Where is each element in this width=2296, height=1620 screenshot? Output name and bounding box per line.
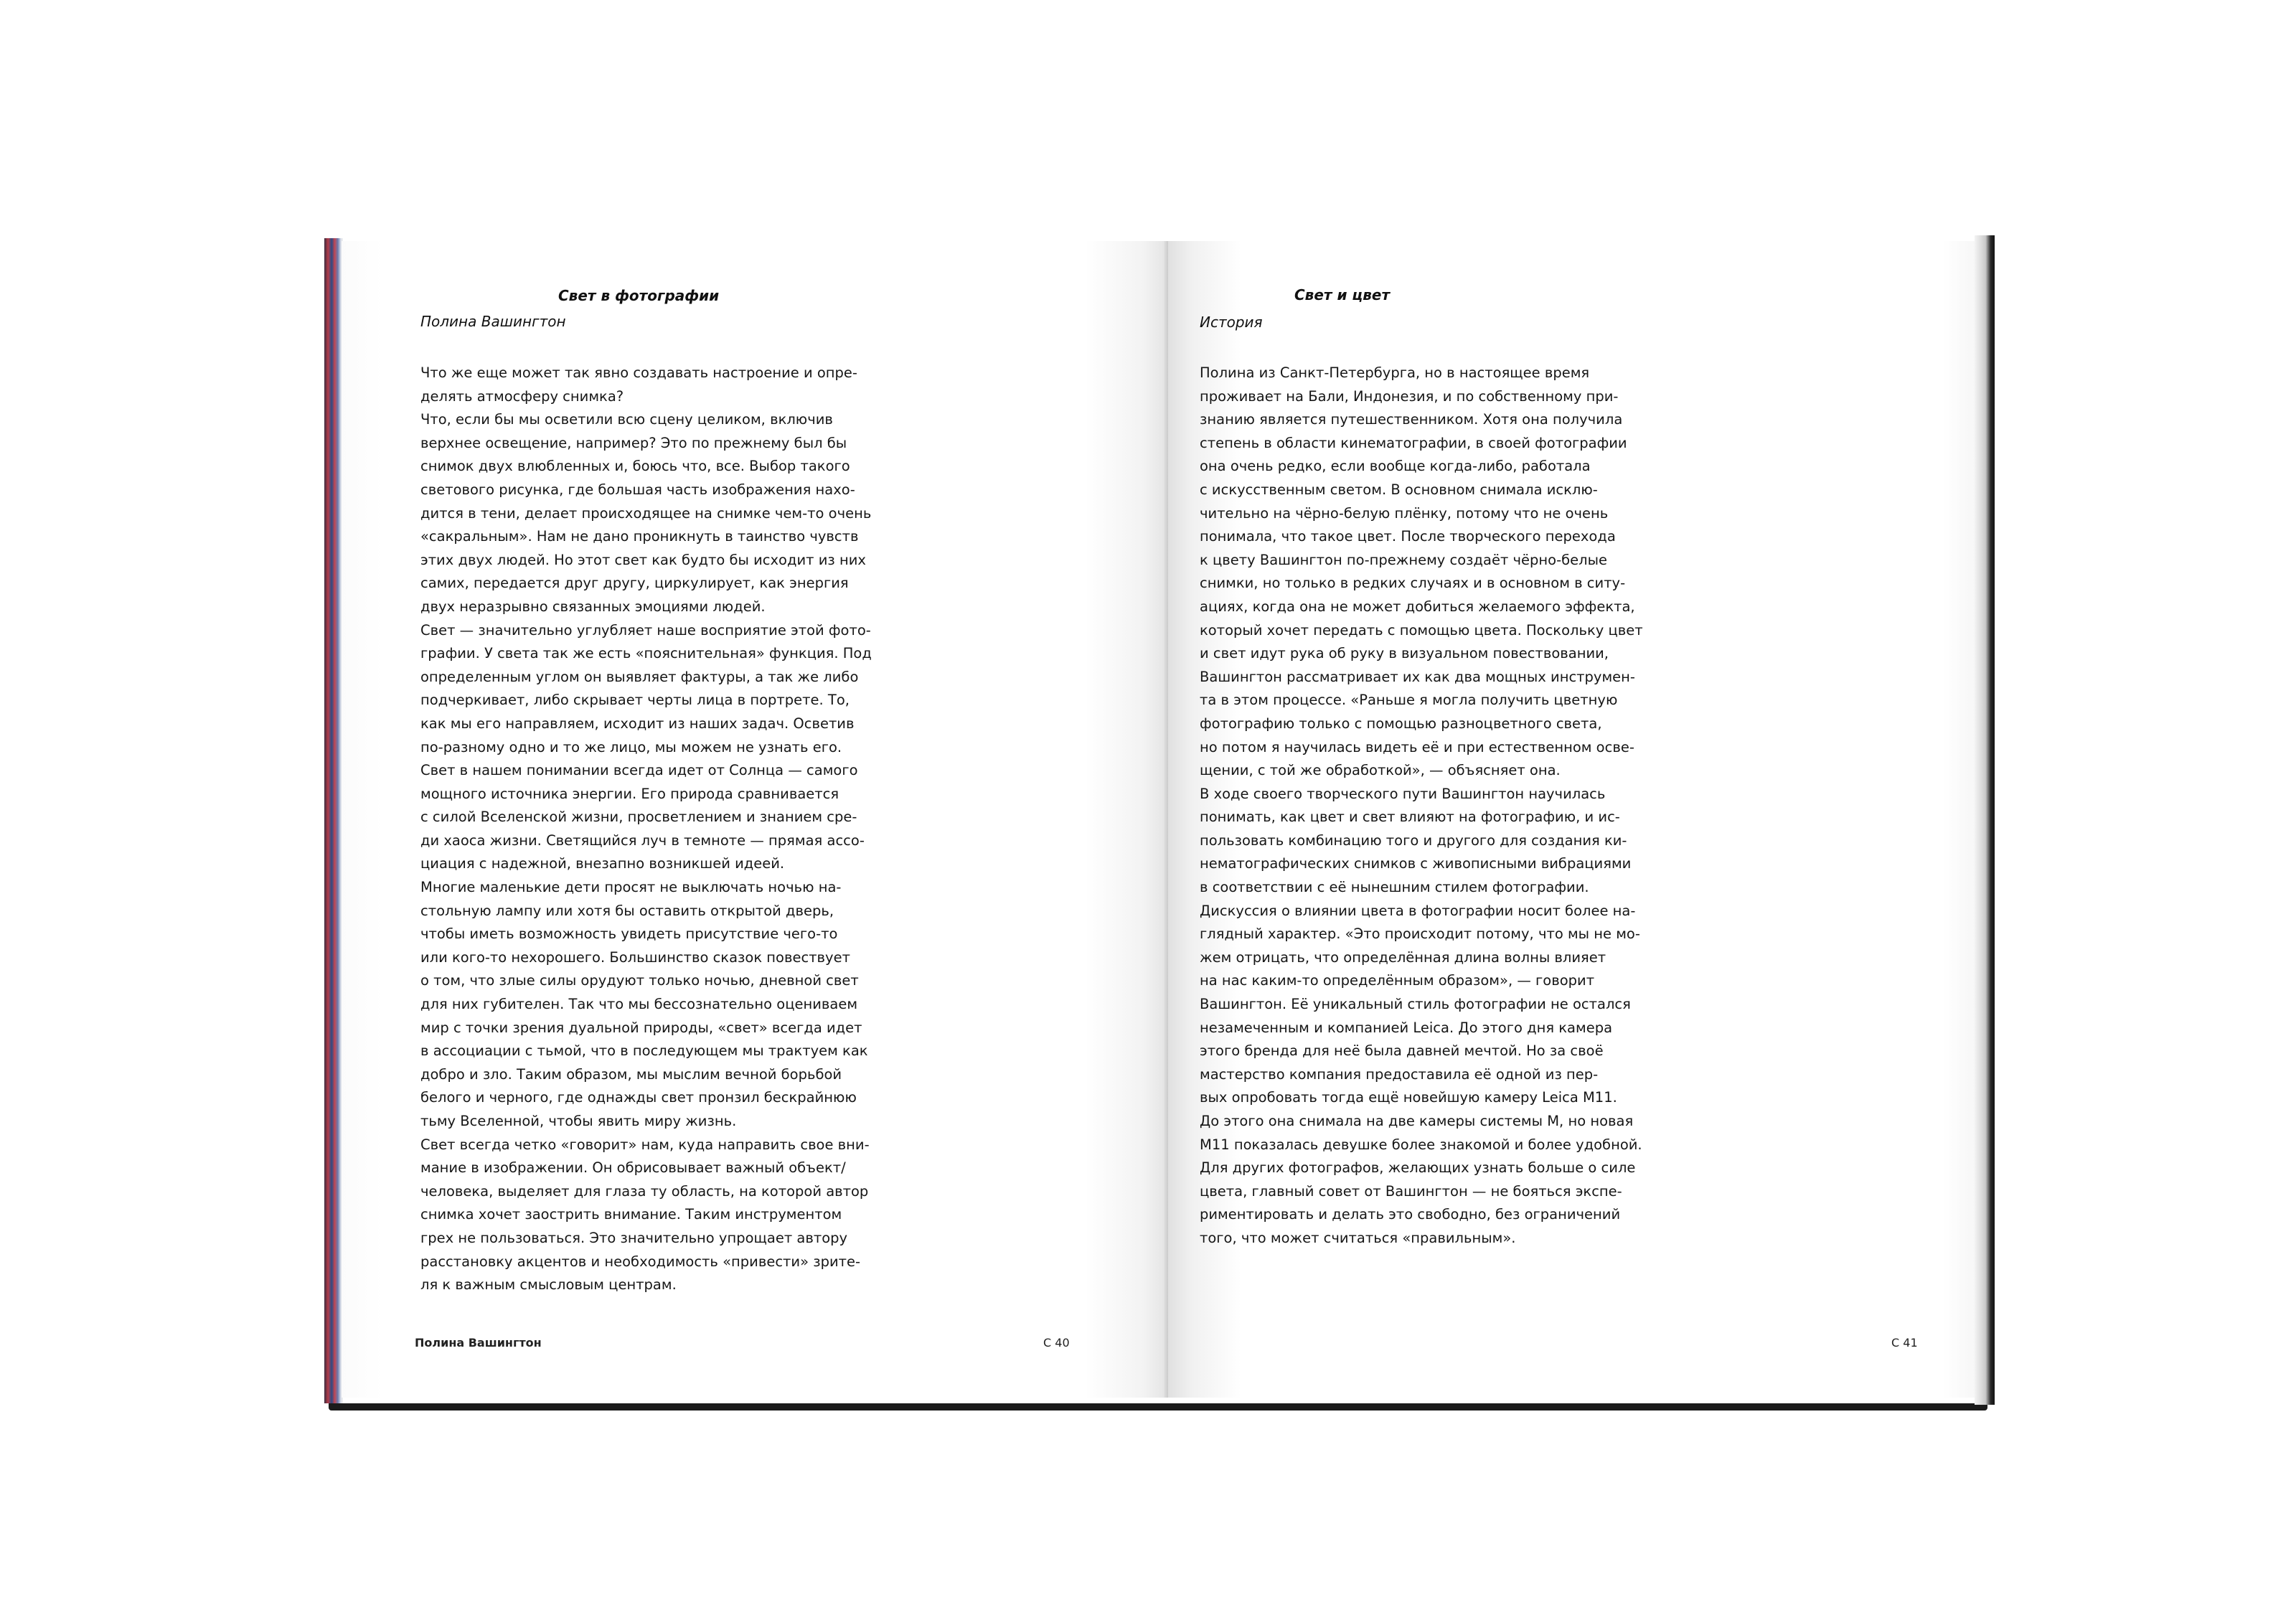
text-line: грех не пользоваться. Это значительно упрощает автору — [420, 1229, 848, 1246]
text-line: До этого она снимала на две камеры системы М, но новая — [1200, 1113, 1634, 1129]
text-line: нематографических снимков с живописными вибрациями — [1200, 855, 1632, 872]
left-page-body — [420, 362, 872, 1297]
text-line: ациях, когда она не может добиться желаемого эффекта, — [1200, 598, 1635, 615]
book-bottom-edge — [329, 1403, 1987, 1411]
text-line: в соответствии с её нынешним стилем фотографии. — [1200, 879, 1589, 896]
text-line: Что же еще может так явно создавать настроение и опре- — [420, 364, 857, 381]
text-line: по-разному одно и то же лицо, мы можем не узнать его. — [420, 738, 842, 755]
text-line: понимала, что такое цвет. После творческого перехода — [1200, 528, 1616, 545]
text-line: самих, передается друг другу, циркулирует, как энергия — [420, 575, 849, 592]
text-line: цвета, главный совет от Вашингтон — не бояться экспе- — [1200, 1182, 1622, 1200]
text-line: в ассоциации с тьмой, что в последующем мы трактуем как — [420, 1042, 868, 1060]
text-line: фотографию только с помощью разноцветного света, — [1200, 715, 1602, 732]
text-line: Вашингтон. Её уникальный стиль фотографии не остался — [1200, 996, 1631, 1013]
text-line: Свет — значительно углубляет наше восприятие этой фото- — [420, 621, 871, 639]
text-line: верхнее освещение, например? Это по прежнему был бы — [420, 434, 847, 451]
text-line: риментировать и делать это свободно, без ограничений — [1200, 1206, 1621, 1223]
text-line: тьму Вселенной, чтобы явить миру жизнь. — [420, 1113, 737, 1129]
text-line: снимок двух влюбленных и, боюсь что, все. Выбор такого — [420, 458, 850, 475]
left-page-author: Полина Вашингтон — [420, 313, 566, 330]
text-line: мир с точки зрения дуальной природы, «свет» всегда идет — [420, 1019, 862, 1036]
text-line: который хочет передать с помощью цвета. Поскольку цвет — [1200, 621, 1643, 639]
text-line: Свет всегда четко «говорит» нам, куда направить свое вни- — [420, 1136, 870, 1153]
text-line: глядный характер. «Это происходит потому, что мы не мо- — [1200, 926, 1640, 943]
text-line: для них губителен. Так что мы бессознательно оцениваем — [420, 996, 858, 1013]
text-line: Дискуссия о влиянии цвета в фотографии носит более на- — [1200, 902, 1636, 919]
text-line: на нас каким-то определённым образом», — говорит — [1200, 972, 1595, 989]
left-page-title: Свет в фотографии — [558, 287, 720, 304]
text-line: светового рисунка, где большая часть изображения нахо- — [420, 481, 855, 498]
open-book — [324, 235, 1995, 1405]
text-line: знанию является путешественником. Хотя она получила — [1200, 411, 1623, 428]
left-page — [342, 241, 1168, 1398]
text-line: Свет в нашем понимании всегда идет от Солнца — самого — [420, 762, 858, 779]
text-line: этих двух людей. Но этот свет как будто бы исходит из них — [420, 551, 866, 568]
text-line: подчеркивает, либо скрывает черты лица в портрете. То, — [420, 692, 850, 709]
text-line: того, что может считаться «правильным». — [1200, 1229, 1516, 1246]
book-left-edge — [324, 238, 343, 1403]
text-line: мание в изображении. Он обрисовывает важный объект/ — [420, 1159, 846, 1177]
text-line: с искусственным светом. В основном снимала исклю- — [1200, 481, 1598, 498]
text-line: ля к важным смысловым центрам. — [420, 1276, 677, 1294]
text-line: мастерство компания предоставила её одной из пер- — [1200, 1065, 1599, 1083]
right-page — [1168, 241, 1975, 1398]
text-line: расстановку акцентов и необходимость «привести» зрите- — [420, 1253, 861, 1270]
text-line: Для других фотографов, желающих узнать больше о силе — [1200, 1159, 1636, 1177]
text-line: белого и черного, где однажды свет пронзил бескрайнюю — [420, 1089, 857, 1106]
text-line: стольную лампу или хотя бы оставить открытой дверь, — [420, 902, 834, 919]
text-line: определенным углом он выявляет фактуры, а так же либо — [420, 668, 859, 685]
right-page-section: История — [1200, 314, 1263, 331]
text-line: снимки, но только в редких случаях и в основном в ситу- — [1200, 575, 1626, 592]
text-line: мощного источника энергии. Его природа сравнивается — [420, 785, 839, 802]
text-line: «сакральным». Нам не дано проникнуть в таинство чувств — [420, 528, 859, 545]
right-page-title: Свет и цвет — [1294, 286, 1391, 303]
text-line: жем отрицать, что определённая длина волны влияет — [1200, 948, 1606, 966]
text-line: двух неразрывно связанных эмоциями людей. — [420, 598, 766, 615]
text-line: графии. У света так же есть «пояснительная» функция. Под — [420, 645, 872, 662]
text-line: как мы его направляем, исходит из наших задач. Осветив — [420, 715, 855, 732]
text-line: щении, с той же обработкой», — объясняет она. — [1200, 762, 1561, 779]
footer-author: Полина Вашингтон — [415, 1336, 542, 1350]
left-page-number: С 40 — [1043, 1336, 1070, 1350]
text-line: та в этом процессе. «Раньше я могла получить цветную — [1200, 692, 1618, 709]
text-line: дится в тени, делает происходящее на снимке чем-то очень — [420, 504, 872, 522]
text-line: или кого-то нехорошего. Большинство сказок повествует — [420, 948, 850, 966]
text-line: Что, если бы мы осветили всю сцену целиком, включив — [420, 411, 833, 428]
text-line: чительно на чёрно-белую плёнку, потому что не очень — [1200, 504, 1609, 522]
text-line: снимка хочет заострить внимание. Таким инструментом — [420, 1206, 842, 1223]
text-line: она очень редко, если вообще когда-либо, работала — [1200, 458, 1591, 475]
text-line: Вашингтон рассматривает их как два мощных инструмен- — [1200, 668, 1635, 685]
text-line: М11 показалась девушке более знакомой и более удобной. — [1200, 1136, 1642, 1153]
text-line: к цвету Вашингтон по-прежнему создаёт чёрно-белые — [1200, 551, 1608, 568]
text-line: проживает на Бали, Индонезия, и по собственному при- — [1200, 387, 1619, 405]
text-line: и свет идут рука об руку в визуальном повествовании, — [1200, 645, 1609, 662]
text-line: ди хаоса жизни. Светящийся луч в темноте — прямая ассо- — [420, 832, 865, 849]
text-line: добро и зло. Таким образом, мы мыслим вечной борьбой — [420, 1065, 842, 1083]
text-line: степень в области кинематографии, в своей фотографии — [1200, 434, 1627, 451]
text-line: Полина из Санкт-Петербурга, но в настоящее время — [1200, 364, 1590, 381]
text-line: понимать, как цвет и свет влияют на фотографию, и ис- — [1200, 809, 1620, 826]
text-line: циация с надежной, внезапно возникшей идеей. — [420, 855, 785, 872]
text-line: человека, выделяет для глаза ту область, на которой автор — [420, 1182, 869, 1200]
right-page-body — [1200, 362, 1643, 1251]
text-line: но потом я научилась видеть её и при естественном осве- — [1200, 738, 1634, 755]
text-line: Многие маленькие дети просят не выключать ночью на- — [420, 879, 842, 896]
text-line: чтобы иметь возможность увидеть присутствие чего-то — [420, 926, 838, 943]
text-line: делять атмосферу снимка? — [420, 387, 624, 405]
text-line: этого бренда для неё была давней мечтой. Но за своё — [1200, 1042, 1604, 1060]
right-page-number: С 41 — [1891, 1336, 1918, 1350]
book-right-edge — [1975, 235, 1995, 1405]
text-line: В ходе своего творческого пути Вашингтон научилась — [1200, 785, 1606, 802]
text-line: с силой Вселенской жизни, просветлением и знанием сре- — [420, 809, 857, 826]
text-line: пользовать комбинацию того и другого для создания ки- — [1200, 832, 1627, 849]
text-line: о том, что злые силы орудуют только ночью, дневной свет — [420, 972, 859, 989]
text-line: вых опробовать тогда ещё новейшую камеру Leica M11. — [1200, 1089, 1617, 1106]
text-line: незамеченным и компанией Leica. До этого дня камера — [1200, 1019, 1613, 1036]
